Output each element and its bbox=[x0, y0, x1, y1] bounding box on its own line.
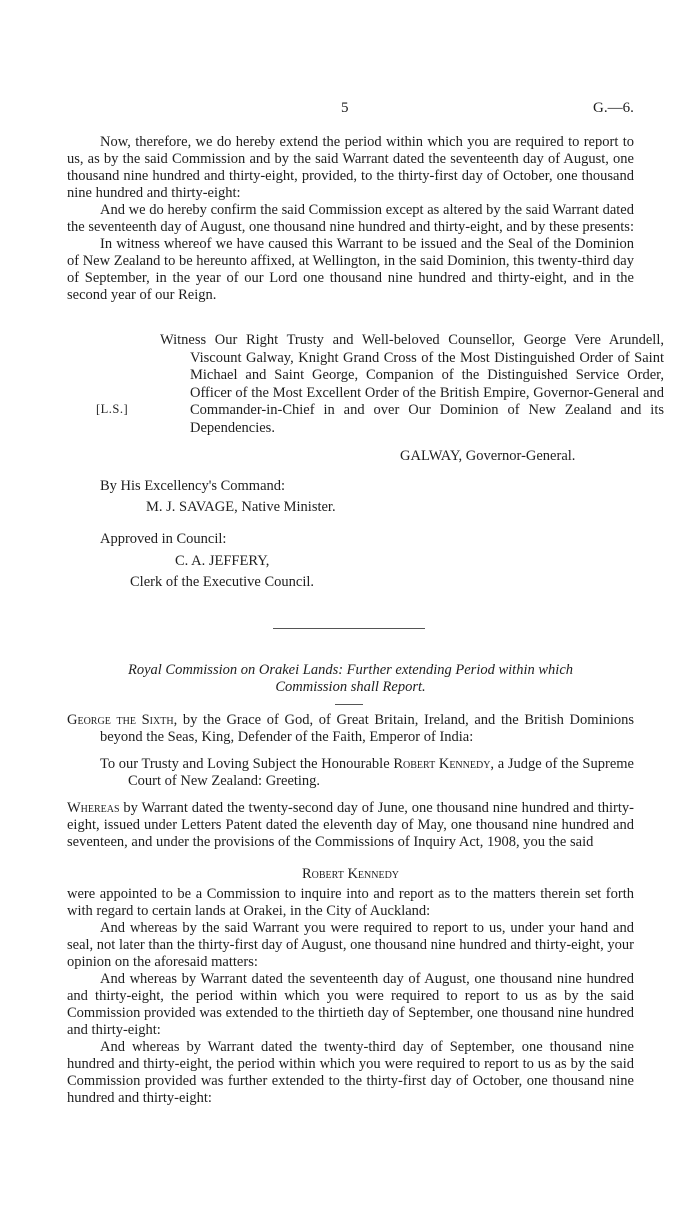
witness-clause: Witness Our Right Trusty and Well-beloved Counsellor, George Vere Arundell, Viscount Galway, Knight Grand Cross of the Most Distinguished Order of Saint Michael and Saint George, Companion of the Distinguished Service Order, Officer of the Most Excellent Order of the British Empire, Governor-General and Commander-in-Chief in and over Our Dominion of New Zealand and its Dependencies. bbox=[160, 332, 664, 436]
approved-line: Approved in Council: bbox=[100, 531, 227, 547]
commissioner-name: Robert Kennedy bbox=[301, 866, 400, 882]
whereas-word: Whereas bbox=[67, 800, 120, 816]
address-paragraph bbox=[100, 756, 634, 790]
warrant-one-body bbox=[67, 134, 634, 304]
seal-mark: [L.S.] bbox=[96, 402, 129, 416]
section-divider bbox=[273, 628, 425, 629]
paragraph-whereas-report: And whereas by the said Warrant you were required to report to us, under your hand and seal, not later than the thirty-first day of August, one thousand nine hundred and thirty-eight, your opinion on the aforesaid matters: bbox=[67, 920, 634, 970]
warrant-two-body bbox=[67, 886, 634, 1107]
section-title-line-1: Royal Commission on Orakei Lands: Further extending Period within which bbox=[127, 662, 574, 678]
page-number: 5 bbox=[341, 100, 349, 116]
whereas-paragraph bbox=[67, 800, 634, 851]
opening-name: George the Sixth bbox=[67, 712, 174, 728]
opening-rest: , by the Grace of God, of Great Britain, Ireland, and the British Dominions beyond the Seas, King, Defender of the Faith, Emperor of India: bbox=[100, 712, 635, 745]
clerk-title: Clerk of the Executive Council. bbox=[130, 574, 315, 590]
whereas-block bbox=[67, 800, 634, 851]
minister-signature: M. J. SAVAGE, Native Minister. bbox=[146, 499, 336, 515]
section-title-line-2: Commission shall Report. bbox=[275, 679, 426, 695]
opening-paragraph bbox=[67, 712, 634, 746]
address-suffix: , a Judge of the Supreme Court of New Zealand: Greeting. bbox=[128, 756, 634, 789]
paragraph-extend-period: Now, therefore, we do hereby extend the period within which you are required to report to us, as by the said Commission and by the said Warrant dated the seventeenth day of August, one thousand nine hundred and thirty-eight, provided, to the thirty-first day of October, one thousand nine hundred and thirty-eight: bbox=[67, 134, 634, 201]
governor-signature: GALWAY, Governor-General. bbox=[400, 448, 576, 464]
paragraph-whereas-further: And whereas by Warrant dated the twenty-third day of September, one thousand nine hundred and thirty-eight, the period within which you were required to report to us as by the said Commission provided was further extended to the thirty-first day of October, one thousand nine hundred and thirty-eight: bbox=[67, 1039, 634, 1106]
section-title bbox=[67, 662, 634, 696]
address-name: Robert Kennedy bbox=[393, 756, 491, 772]
page-reference: G.—6. bbox=[593, 100, 634, 116]
title-underline bbox=[335, 704, 363, 705]
whereas-rest: by Warrant dated the twenty-second day of June, one thousand nine hundred and thirty-eight, issued under Letters Patent dated the eleventh day of May, one thousand nine hundred and seventeen, and under the provisions of the Commissions of Inquiry Act, 1908, you the said bbox=[67, 800, 634, 850]
clerk-name: C. A. JEFFERY, bbox=[175, 553, 270, 569]
paragraph-confirm-commission: And we do hereby confirm the said Commission except as altered by the said Warrant dated the seventeenth day of August, one thousand nine hundred and thirty-eight, and by these presents: bbox=[67, 202, 634, 235]
address-block bbox=[100, 756, 634, 790]
warrant-two-opening bbox=[67, 712, 634, 746]
address-prefix: To our Trusty and Loving Subject the Honourable bbox=[100, 756, 394, 772]
paragraph-whereas-extended: And whereas by Warrant dated the seventeenth day of August, one thousand nine hundred and thirty-eight, the period within which you were required to report to us as by the said Commission provided was extended to the thirtieth day of September, one thousand nine hundred and thirty-eight: bbox=[67, 971, 634, 1038]
paragraph-in-witness: In witness whereof we have caused this Warrant to be issued and the Seal of the Dominion of New Zealand to be hereunto affixed, at Wellington, in the said Dominion, this twenty-third day of September, in the year of our Lord one thousand nine hundred and thirty-eight, and in the second year of our Reign. bbox=[67, 236, 634, 303]
command-line: By His Excellency's Command: bbox=[100, 478, 286, 494]
paragraph-appointed: were appointed to be a Commission to inquire into and report as to the matters therein set forth with regard to certain lands at Orakei, in the City of Auckland: bbox=[67, 886, 634, 919]
